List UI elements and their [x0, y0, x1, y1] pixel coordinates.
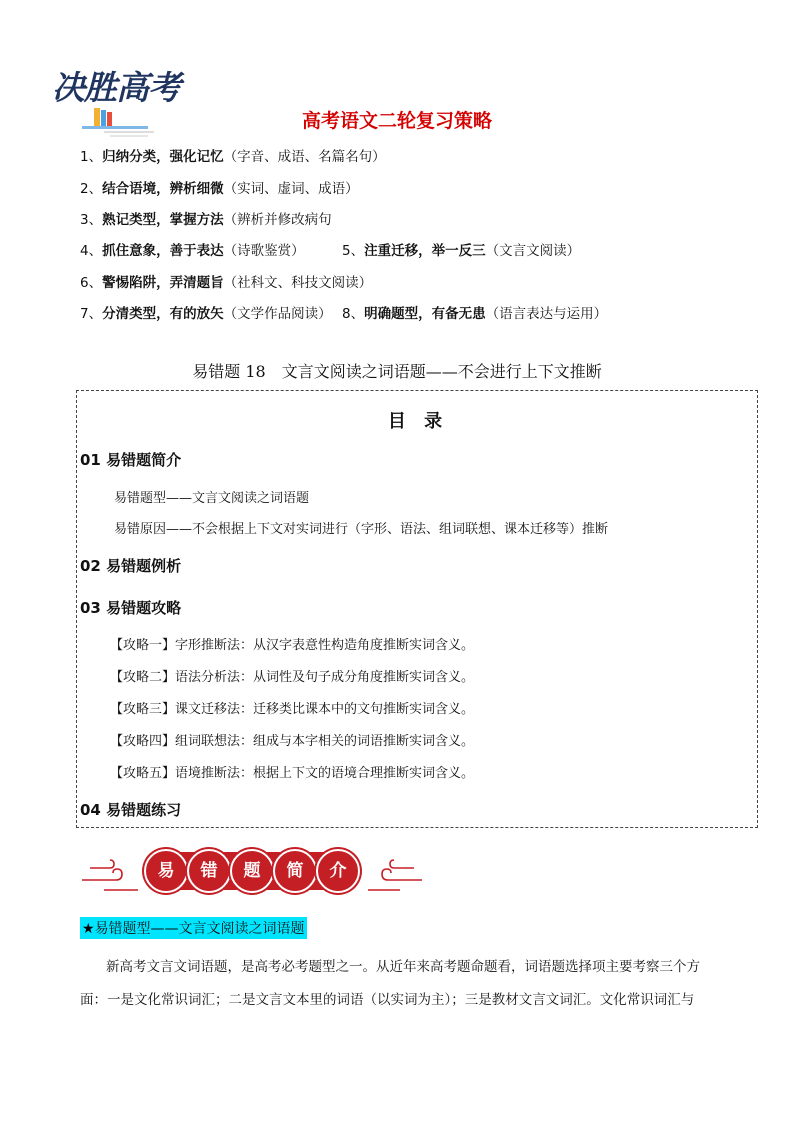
toc-section-04: 04 易错题练习: [80, 801, 182, 819]
strategy-line-1: 1、归纳分类，强化记忆（字音、成语、名篇名句）: [80, 149, 386, 165]
highlighted-heading: [80, 917, 307, 939]
toc-strategy-item: 【攻略一】字形推断法：从汉字表意性构造角度推断实词含义。: [110, 638, 475, 653]
table-of-contents: [76, 390, 758, 828]
strategy-line-5: 6、警惕陷阱，弄清题旨（社科文、科技文阅读）: [80, 275, 373, 291]
banner-char: 简: [273, 849, 317, 893]
paragraph-line: 新高考文言文词语题，是高考必考题型之一。从近年来高考题命题看，词语题选择项主要考察三个方: [106, 959, 700, 975]
logo-text: 决胜高考: [52, 68, 180, 107]
toc-strategy-item: 【攻略四】组词联想法：组成与本字相关的词语推断实词含义。: [110, 734, 475, 749]
star-icon: ★: [82, 921, 95, 937]
toc-section-02: 02 易错题例析: [80, 557, 182, 575]
banner-char: 题: [230, 849, 274, 893]
toc-intro-item: 易错原因——不会根据上下文对实词进行（字形、语法、组词联想、课本迁移等）推断: [114, 522, 609, 537]
page-title: 高考语文二轮复习策略: [301, 110, 492, 132]
toc-intro-item: 易错题型——文言文阅读之词语题: [114, 491, 310, 506]
banner-char: 易: [144, 849, 188, 893]
section-banner: [82, 846, 422, 898]
banner-char: 错: [187, 849, 231, 893]
banner-char: 介: [316, 849, 360, 893]
toc-strategy-item: 【攻略三】课文迁移法：迁移类比课本中的文句推断实词含义。: [110, 702, 475, 717]
toc-strategy-item: 【攻略二】语法分析法：从词性及句子成分角度推断实词含义。: [110, 670, 475, 685]
strategy-line-3: 3、熟记类型，掌握方法（辨析并修改病句: [80, 212, 332, 228]
toc-title: 目 录: [387, 411, 449, 432]
toc-strategy-item: 【攻略五】语境推断法：根据上下文的语境合理推断实词含义。: [110, 766, 475, 781]
toc-section-03: 03 易错题攻略: [80, 599, 182, 617]
paragraph-line: 面：一是文化常识词汇；二是文言文本里的词语（以实词为主）；三是教材文言文词汇。文化常识词汇与: [80, 992, 695, 1008]
highlight-text: 易错题型——文言文阅读之词语题: [94, 921, 305, 937]
strategy-line-2: 2、结合语境，辨析细微（实词、虚词、成语）: [80, 181, 359, 197]
strategy-line-4: 4、抓住意象，善于表达（诗歌鉴赏） 5、注重迁移，举一反三（文言文阅读）: [80, 243, 581, 259]
toc-section-01: 01 易错题简介: [80, 451, 182, 469]
strategy-line-6: 7、分清类型，有的放矢（文学作品阅读） 8、明确题型，有备无患（语言表达与运用）: [80, 306, 608, 322]
subtitle: 易错题 18 文言文阅读之词语题——不会进行上下文推断: [192, 362, 602, 381]
